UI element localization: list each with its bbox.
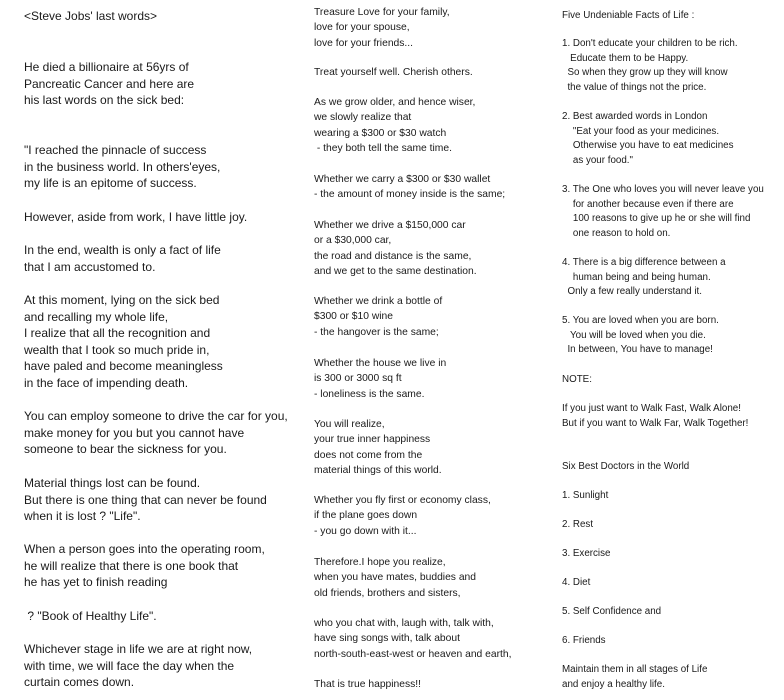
paragraph-intro: He died a billionaire at 56yrs of Pancreatic Cancer and here are his last words on the sick bed: (24, 60, 195, 107)
paragraph-true-happiness: That is true happiness!! (314, 679, 422, 690)
doctor-friends: 6. Friends (562, 635, 606, 646)
paragraph-inner-happiness: You will realize, your true inner happiness does not come from the material things of this world. (314, 419, 442, 476)
paragraph-chat-laugh: who you chat with, laugh with, talk with, have sing songs with, talk about north-south-east-west or heaven and earth, (314, 618, 512, 660)
paragraph-book-of-healthy-life: ? "Book of Healthy Life". (24, 609, 157, 623)
note-walk: If you just want to Walk Fast, Walk Alone! But if you want to Walk Far, Walk Together! (562, 403, 749, 429)
doctor-sunlight: 1. Sunlight (562, 490, 609, 501)
paragraph-fly: Whether you fly first or economy class, if the plane goes down - you go down with it... (314, 495, 491, 537)
fact-4: 4. There is a big difference between a human being and being human. Only a few really understand it. (562, 257, 726, 298)
paragraph-wealth: In the end, wealth is only a fact of life that I am accustomed to. (24, 243, 221, 274)
paragraph-house: Whether the house we live in is 300 or 3000 sq ft - loneliness is the same. (314, 358, 447, 400)
doctor-exercise: 3. Exercise (562, 548, 611, 559)
paragraph-wallet: Whether we carry a $300 or $30 wallet - the amount of money inside is the same; (314, 174, 506, 201)
heading-five-facts: Five Undeniable Facts of Life : (562, 10, 695, 21)
paragraph-curtain: Whichever stage in life we are at right now, with time, we will face the day when the curtain comes down. (24, 642, 253, 689)
paragraph-little-joy: However, aside from work, I have little joy. (24, 210, 248, 224)
doctor-diet: 4. Diet (562, 577, 591, 588)
paragraph-wine: Whether we drink a bottle of $300 or $10 wine - the hangover is the same; (314, 296, 443, 338)
paragraph-sick-bed: At this moment, lying on the sick bed and recalling my whole life, I realize that all the recognition and wealth that I took so much pride in, have paled and become meaningless in the face of impending death. (24, 293, 223, 390)
paragraph-material-things: Material things lost can be found. But there is one thing that can never be found when it is lost ? "Life". (24, 476, 267, 523)
heading-six-doctors: Six Best Doctors in the World (562, 461, 690, 472)
paragraph-treasure-love: Treasure Love for your family, love for your spouse, love for your friends... (314, 7, 450, 49)
paragraph-car: Whether we drive a $150,000 car or a $30,000 car, the road and distance is the same, and we get to the same destination. (314, 220, 477, 277)
fact-5: 5. You are loved when you are born. You will be loved when you die. In between, You have to manage! (562, 315, 719, 356)
fact-2: 2. Best awarded words in London "Eat your food as your medicines. Otherwise you have to eat medicines as your food." (562, 111, 734, 166)
last-words-title: <Steve Jobs' last words> (24, 9, 158, 23)
paragraph-employ-someone: You can employ someone to drive the car for you, make money for you but you cannot have someone to bear the sickness for you. (24, 409, 288, 456)
doctor-self-confidence: 5. Self Confidence and (562, 606, 662, 617)
fact-3: 3. The One who loves you will never leave you for another because even if there are 100 reasons to give up he or she will find one reason to hold on. (562, 184, 764, 239)
fact-1: 1. Don't educate your children to be rich. Educate them to be Happy. So when they grow up they will know the value of things not the price. (562, 38, 738, 93)
note-label: NOTE: (562, 374, 592, 385)
paragraph-watch: As we grow older, and hence wiser, we slowly realize that wearing a $300 or $30 watch - they both tell the same time. (314, 97, 476, 154)
closing-maintain: Maintain them in all stages of Life and enjoy a healthy life. (562, 664, 708, 690)
paragraph-friends-siblings: Therefore.I hope you realize, when you have mates, buddies and old friends, brothers and sisters, (314, 557, 477, 599)
paragraph-operating-room: When a person goes into the operating room, he will realize that there is one book that he has yet to finish reading (24, 542, 265, 589)
doctor-rest: 2. Rest (562, 519, 594, 530)
paragraph-pinnacle: "I reached the pinnacle of success in the business world. In others'eyes, my life is an epitome of success. (24, 143, 221, 190)
paragraph-treat-yourself: Treat yourself well. Cherish others. (314, 67, 473, 78)
